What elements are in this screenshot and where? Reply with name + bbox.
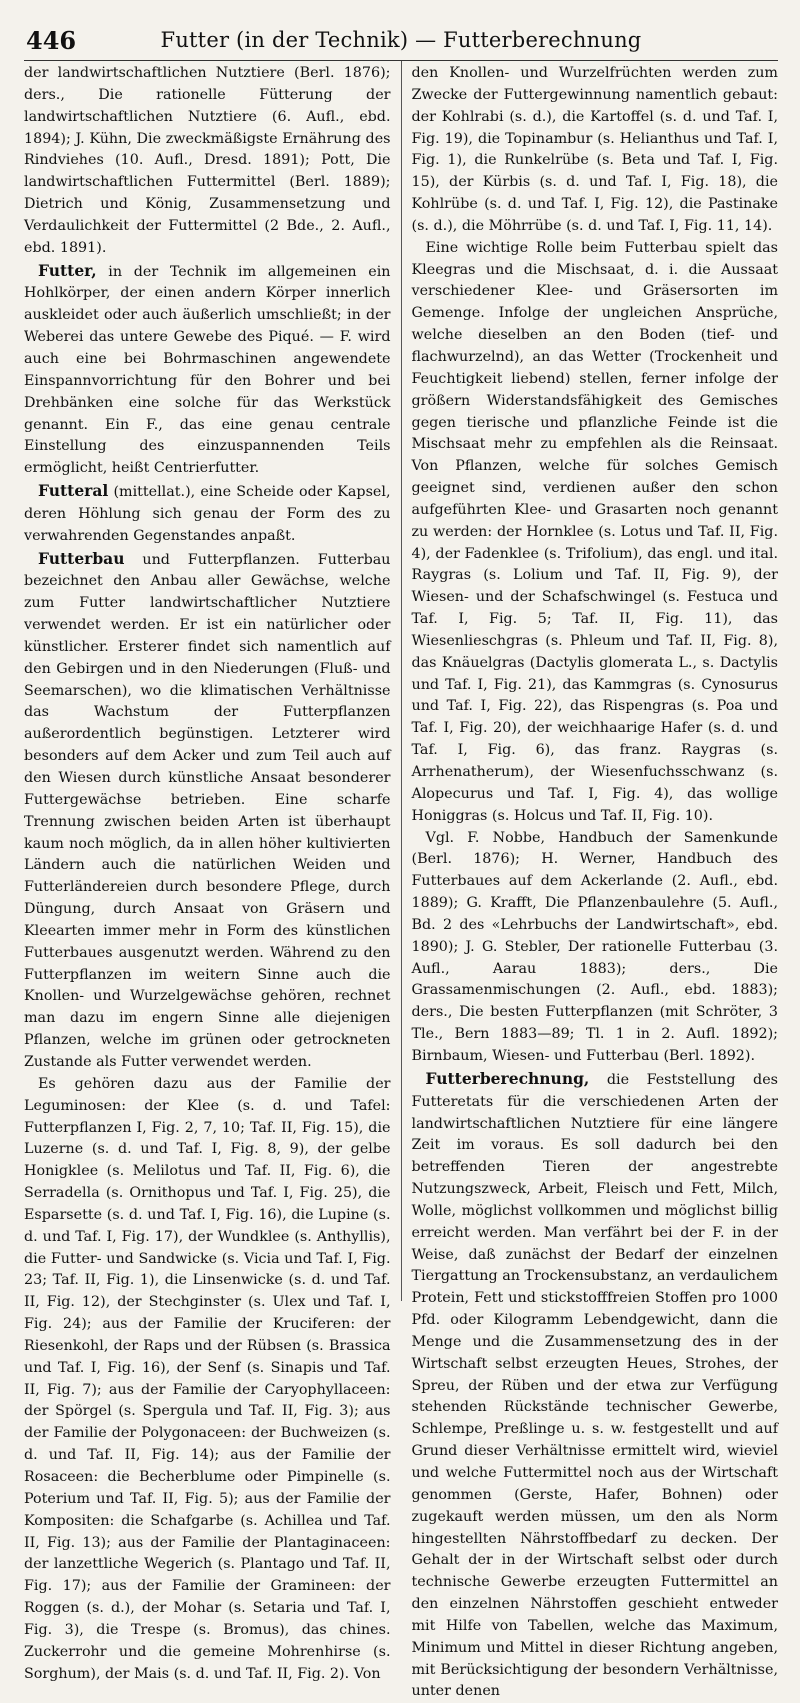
paragraph <box>24 63 391 260</box>
headword: Futter, <box>38 260 97 280</box>
text-run: und Futterpflanzen. Futterbau bezeichnet den Anbau aller Gewächse, welche zum Futter landwirtschaftlicher Nutztiere verwendet werden. Er ist ein natürlicher oder künstlicher. Ersterer findet sich namentlich auf den Gebirgen und in den Niederungen (Fluß- und Seemarschen), wo die klimatischen Verhältnisse das Wachstum der Futterpflanzen außerordentlich begünstigen. Letzterer wird besonders auf dem Acker und zum Teil auch auf den Wiesen durch künstliche Ansaat besonderer Futtergewächse betrieben. Eine scharfe Trennung zwischen beiden Arten ist überhaupt kaum noch möglich, da in allen höher kultivierten Ländern auch die natürlichen Weiden und Futterländereien durch besondere Pflege, durch Düngung, durch Ansaat von Gräsern und Kleearten immer mehr in Form des künstlichen Futterbaues ausgenutzt werden. Während zu den Futterpflanzen im weitern Sinne auch die Knollen- und Wurzelgewächse gehören, rechnet man dazu im engern Sinne alle diejenigen Pflanzen, welche im grünen oder getrockneten Zustande als Futter verwendet werden. <box>24 551 391 1070</box>
bibliography-paragraph <box>412 828 779 1068</box>
left-column <box>24 61 401 1682</box>
headword: Futteral <box>38 481 109 501</box>
headword: Futterberechnung, <box>425 1068 590 1088</box>
text-run: Vgl. F. Nobbe, Handbuch der Samenkunde (Berl. 1876); H. Werner, Handbuch des Futterbaues auf dem Ackerlande (2. Aufl., ebd. 1889); G. Krafft, Die Pflanzenbaulehre (5. Aufl., Bd. 2 des «Lehrbuchs der Landwirtschaft», ebd. 1890); J. G. Stebler, Der rationelle Futterbau (3. Aufl., Aarau 1883); ders., Die Grassamenmischungen (2. Aufl., ebd. 1883); ders., Die besten Futterpflanzen (mit Schröter, 3 Tle., Bern 1883—89; Tl. 1 in 2. Aufl. 1892); Birnbaum, Wiesen- und Futterbau (Berl. 1892). <box>411 829 778 1064</box>
entry-futter <box>24 260 391 480</box>
text-run: den Knollen- und Wurzelfrüchten werden zum Zwecke der Futtergewinnung namentlich gebaut: der Kohlrabi (s. d.), die Kartoffel (s. d. und Taf. I, Fig. 19), die Topinambur (s. Helianthus und Taf. I, Fig. 1), die Runkelrübe (s. Beta und Taf. I, Fig. 15), der Kürbis (s. d. und Taf. I, Fig. 18), die Kohlrübe (s. d. und Taf. I, Fig. 12), die Pastinake (s. d.), die Möhrrübe (s. d. und Taf. I, Fig. 11, 14). <box>411 65 778 234</box>
page-header <box>24 18 778 61</box>
text-run: (mittellat.), eine Scheide oder Kapsel, deren Höhlung sich genau der Form des zu verwahrenden Gegenstandes anpaßt. <box>24 484 391 544</box>
page-number: 446 <box>26 26 77 55</box>
paragraph <box>412 238 779 828</box>
text-columns <box>24 61 778 1700</box>
paragraph <box>412 63 779 238</box>
text-run: in der Technik im allgemeinen ein Hohlkörper, der einen andern Körper innerlich auskleidet oder auch äußerlich umschließt; in der Weberei das untere Gewebe des Piqué. — F. wird auch eine bei Bohrmaschinen angewendete Einspannvorrichtung für den Bohrer und bei Drehbänken eine solche für das Werkstück genannt. Ein F., das eine genau centrale Einstellung des einzuspannenden Teils ermöglicht, heißt Centrierfutter. <box>24 263 391 477</box>
headword: Futterbau <box>38 548 125 568</box>
entry-futterberechnung <box>412 1068 779 1703</box>
right-column <box>401 61 779 1700</box>
paragraph <box>24 1074 391 1686</box>
text-run: der landwirtschaftlichen Nutztiere (Berl. 1876); ders., Die rationelle Fütterung der landwirtschaftlichen Nutztiere (6. Aufl., ebd. 1894); J. Kühn, Die zweckmäßigste Ernährung des Rindviehes (10. Aufl., Dresd. 1891); Pott, Die landwirtschaftlichen Futtermittel (Berl. 1889); Dietrich und König, Zusammensetzung und Verdaulichkeit der Futtermittel (2 Bde., 2. Aufl., ebd. 1891). <box>24 65 391 256</box>
entry-futteral <box>24 480 391 548</box>
text-run: die Feststellung des Futteretats für die verschiedenen Arten der landwirtschaftlichen Nutztiere für eine längere Zeit im voraus. Es soll dadurch bei den betreffenden Tieren der angestrebte Nutzungszweck, Arbeit, Fleisch und Fett, Milch, Wolle, möglichst vollkommen und möglichst billig erreicht werden. Man verfährt bei der F. in der Weise, daß zunächst der Bedarf der einzelnen Tiergattung an Trockensubstanz, an verdaulichem Protein, Fett und stickstofffreien Stoffen pro 1000 Pfd. oder Kilogramm Lebendgewicht, dann die Menge und die Zusammensetzung des in der Wirtschaft selbst erzeugten Heues, Strohes, der Spreu, der Rüben und der etwa zur Verfügung stehenden Rückstände technischer Gewerbe, Schlempe, Preßlinge u. s. w. festgestellt und auf Grund dieser Verhältnisse ermittelt wird, wieviel und welche Futtermittel noch aus der Wirtschaft genommen (Gerste, Hafer, Bohnen) oder zugekauft werden müssen, um den als Norm hingestellten Nährstoffbedarf zu decken. Der Gehalt der in der Wirtschaft selbst oder durch technische Gewerbe erzeugten Futtermittel an den einzelnen Nährstoffen geschieht entweder mit Hilfe von Tabellen, welche das Maximum, Minimum und Mittel in dieser Richtung angeben, mit Berücksichtigung der besondern Verhältnisse, unter denen <box>411 1071 778 1700</box>
text-run: Eine wichtige Rolle beim Futterbau spielt das Kleegras und die Mischsaat, d. i. die Aussaat verschiedener Klee- und Gräsersorten im Gemenge. Infolge der ungleichen Ansprüche, welche dieselben an den Boden (tief- und flachwurzelnd), an das Wetter (Trockenheit und Feuchtigkeit liebend) stellen, ferner infolge der größern Widerstandsfähigkeit des Gemisches gegen tierische und pflanzliche Feinde ist die Mischsaat mehr zu empfehlen als die Reinsaat. Von Pflanzen, welche für solches Gemisch geeignet sind, verdienen außer den schon aufgeführten Klee- und Grasarten noch genannt zu werden: der Hornklee (s. Lotus und Taf. II, Fig. 4), der Fadenklee (s. Trifolium), das engl. und ital. Raygras (s. Lolium und Taf. II, Fig. 9), der Wiesen- und der Schafschwingel (s. Festuca und Taf. I, Fig. 5; Taf. II, Fig. 11), das Wiesenlieschgras (s. Phleum und Taf. II, Fig. 8), das Knäuelgras (Dactylis glomerata L., s. Dactylis und Taf. I, Fig. 21), das Kammgras (s. Cynosurus und Taf. I, Fig. 22), das Rispengras (s. Poa und Taf. I, Fig. 20), der weichhaarige Hafer (s. d. und Taf. I, Fig. 6), das franz. Raygras (s. Arrhenatherum), der Wiesenfuchsschwanz (s. Alopecurus und Taf. I, Fig. 4), das wollige Honiggras (s. Holcus und Taf. II, Fig. 10). <box>411 239 778 824</box>
entry-futterbau <box>24 548 391 1074</box>
text-run: Es gehören dazu aus der Familie der Leguminosen: der Klee (s. d. und Tafel: Futterpflanzen I, Fig. 2, 7, 10; Taf. II, Fig. 15), die Luzerne (s. d. und Taf. I, Fig. 8, 9), der gelbe Honigklee (s. Melilotus und Taf. II, Fig. 6), die Serradella (s. Ornithopus und Taf. I, Fig. 25), die Esparsette (s. d. und Taf. I, Fig. 16), die Lupine (s. d. und Taf. I, Fig. 17), der Wundklee (s. Anthyllis), die Futter- und Sandwicke (s. Vicia und Taf. I, Fig. 23; Taf. II, Fig. 1), die Linsenwicke (s. d. und Taf. II, Fig. 12), der Stechginster (s. Ulex und Taf. I, Fig. 24); aus der Familie der Kruciferen: der Riesenkohl, der Raps und der Rübsen (s. Brassica und Taf. I, Fig. 16), der Senf (s. Sinapis und Taf. II, Fig. 7); aus der Familie der Caryophyllaceen: der Spörgel (s. Spergula und Taf. II, Fig. 3); aus der Familie der Polygonaceen: der Buchweizen (s. d. und Taf. II, Fig. 14); aus der Familie der Rosaceen: die Becherblume oder Pimpinelle (s. Poterium und Taf. II, Fig. 5); aus der Familie der Kompositen: die Schafgarbe (s. Achillea und Taf. II, Fig. 13); aus der Familie der Plantaginaceen: der lanzettliche Wegerich (s. Plantago und Taf. II, Fig. 17); aus der Familie der Gramineen: der Roggen (s. d.), der Mohar (s. Setaria und Taf. I, Fig. 3), die Trespe (s. Bromus), das chines. Zuckerrohr und die gemeine Mohrenhirse (s. Sorghum), der Mais (s. d. und Taf. II, Fig. 2). Von <box>24 1075 391 1682</box>
running-head: Futter (in der Technik) — Futterberechnung <box>160 28 642 52</box>
